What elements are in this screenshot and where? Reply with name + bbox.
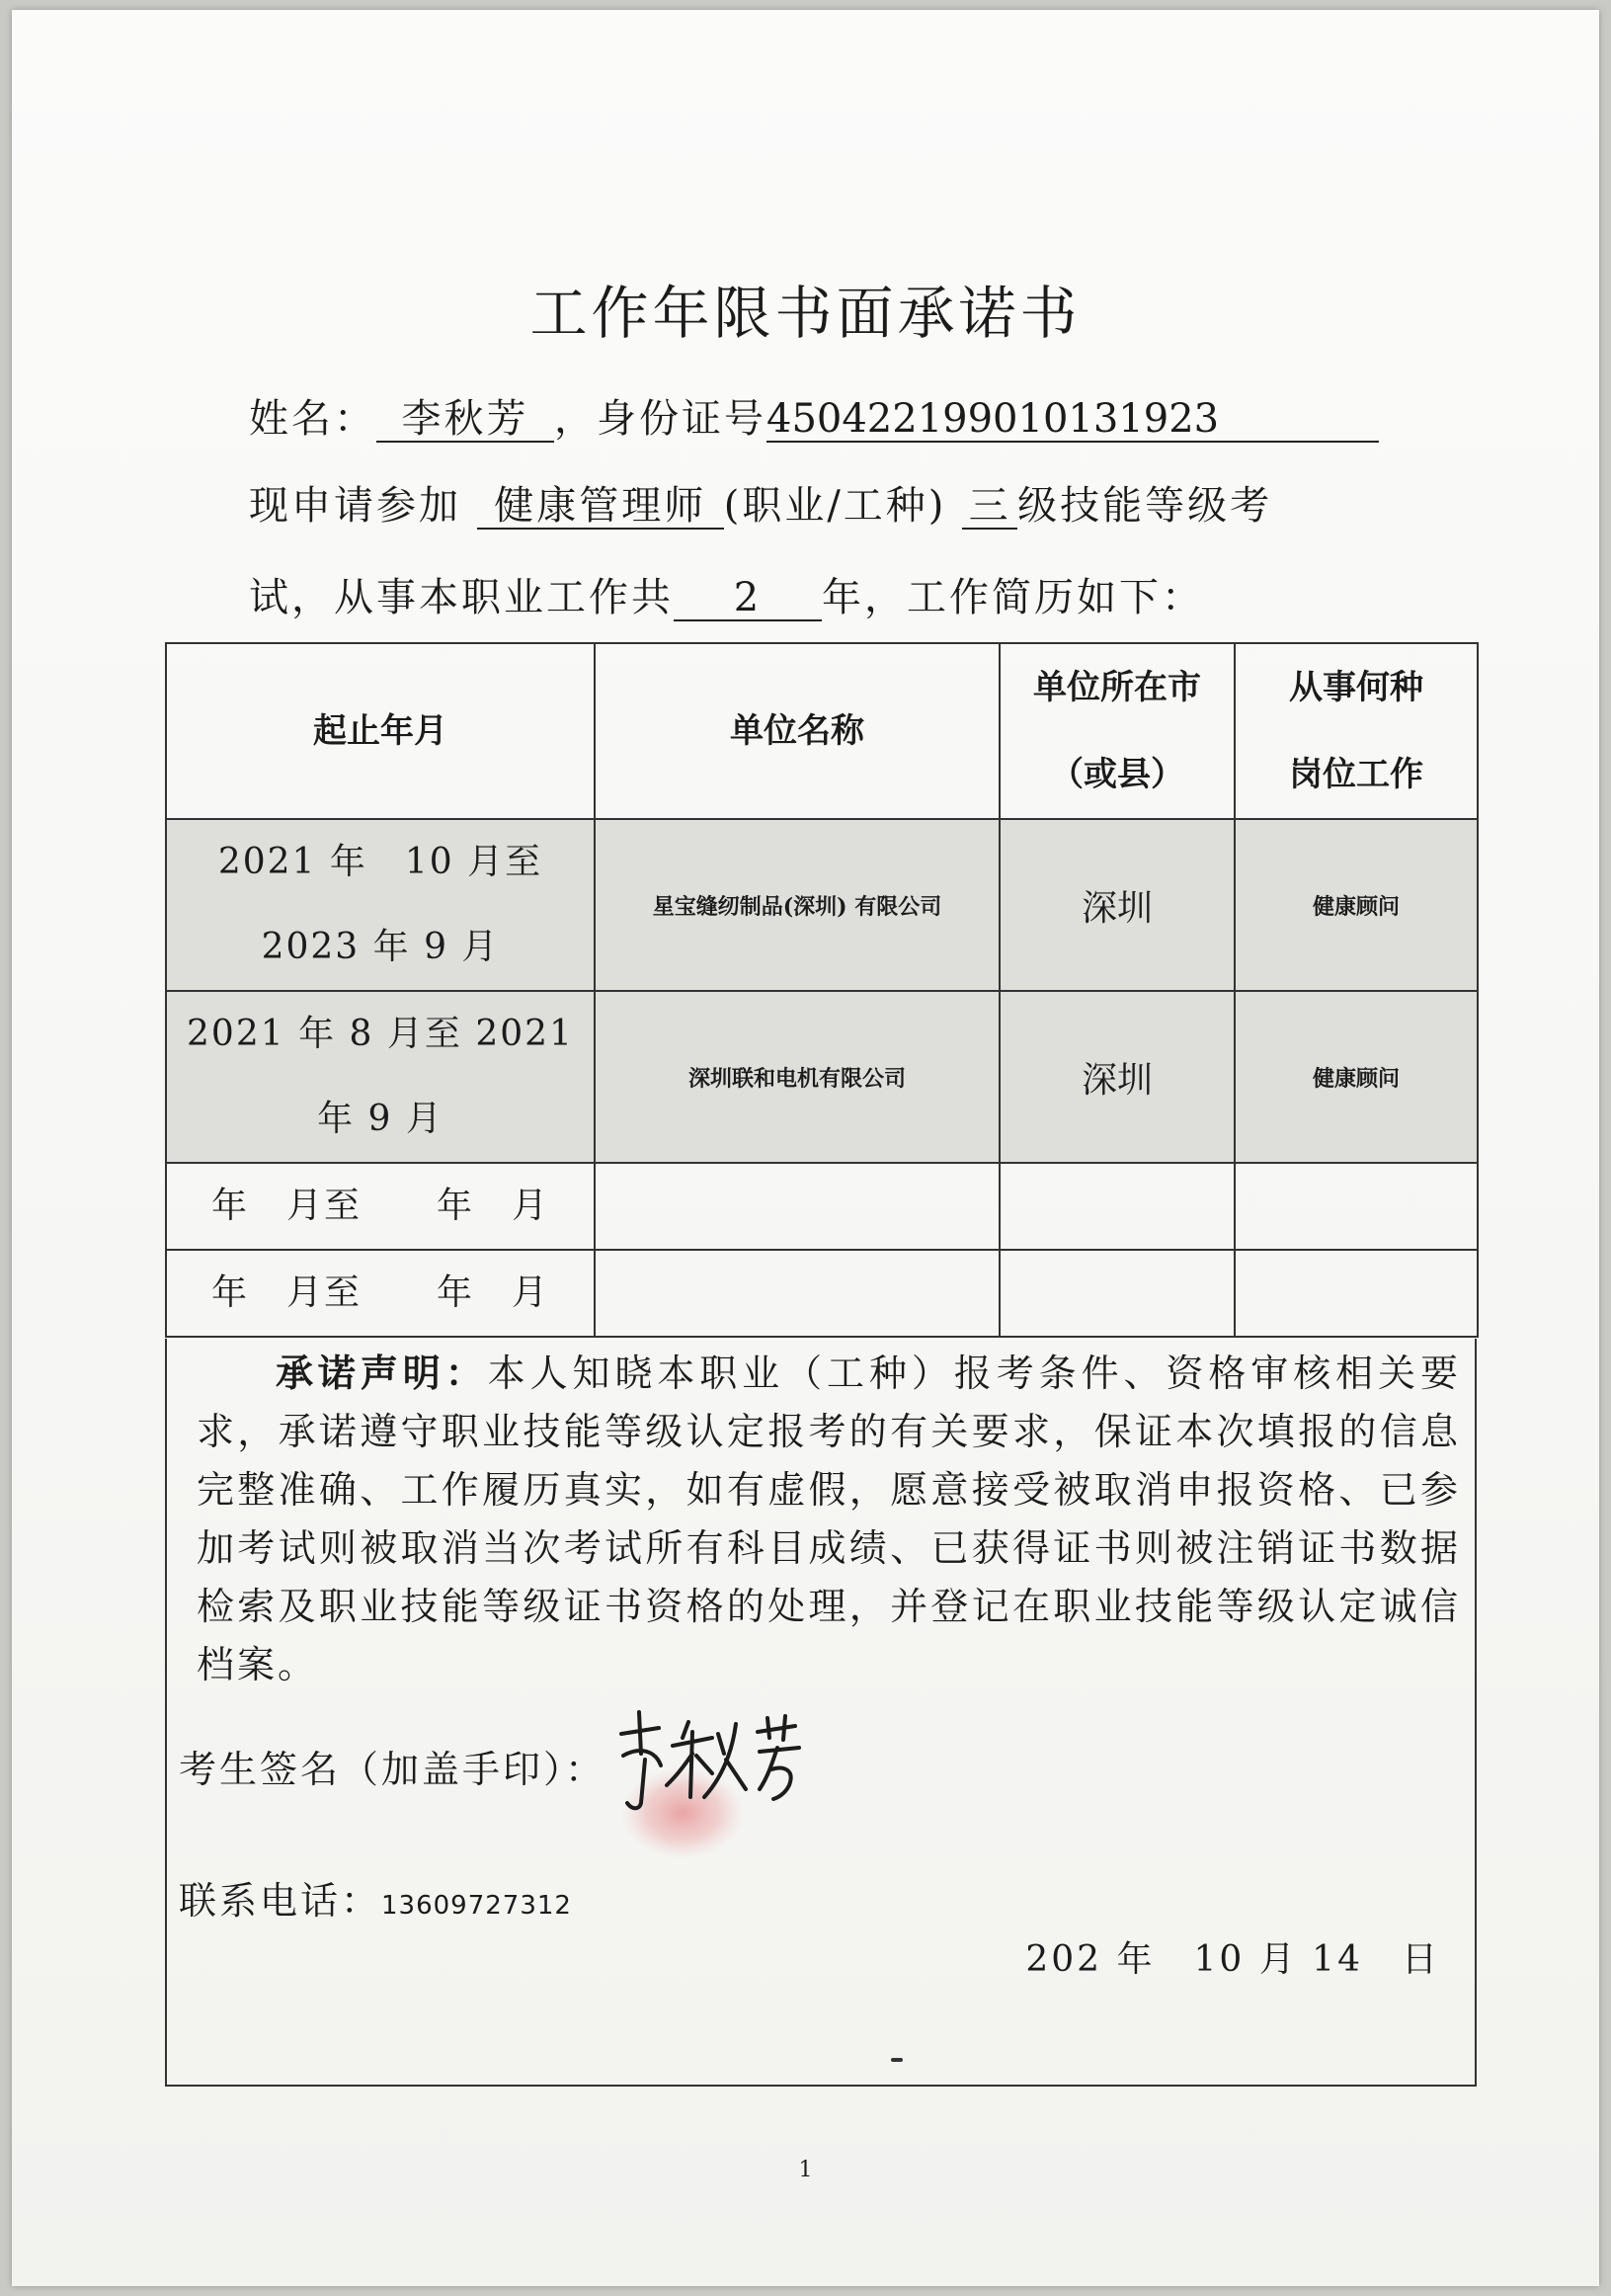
occupation-name: 健康管理师: [477, 484, 724, 530]
post-cell: 健康顾问: [1235, 991, 1478, 1163]
level-suffix: 级技能等级考: [1017, 483, 1273, 529]
table-row: [166, 1163, 1478, 1250]
phone-label: 联系电话：: [179, 1879, 382, 1923]
document-title: 工作年限书面承诺书: [529, 280, 1082, 347]
period-cell: [166, 819, 595, 991]
signature-label: 考生签名（加盖手印）：: [179, 1748, 606, 1791]
city-cell: 深圳: [1000, 819, 1235, 991]
phone-number: 13609727312: [381, 1891, 572, 1921]
promise-statement: [197, 1344, 1461, 1694]
years-suffix: 年，工作简历如下：: [822, 575, 1204, 620]
promise-lead: 承诺声明：: [276, 1351, 488, 1395]
id-label: ，身份证号: [554, 396, 766, 442]
handwritten-signature: [602, 1694, 819, 1862]
city-cell: [1000, 1250, 1235, 1337]
unit-name-cell: 深圳联和电机有限公司: [595, 991, 1000, 1163]
applicant-line: [249, 387, 1379, 444]
unit-name-cell: [595, 1163, 1000, 1250]
work-history-table: [165, 642, 1479, 1338]
document-page: [12, 10, 1599, 2286]
post-cell: [1235, 1163, 1478, 1250]
id-number: 450422199010131923: [766, 397, 1379, 443]
header-post-line1: 从事何种: [1289, 668, 1423, 707]
years-line: [249, 566, 1204, 622]
period-line2: 年 9 月: [317, 1099, 443, 1139]
promise-section: [165, 1339, 1477, 2087]
table-row: [166, 819, 1478, 991]
occupation-suffix: (职业/工种): [723, 483, 947, 529]
years-value: 2: [674, 576, 822, 621]
promise-text: 本人知晓本职业（工种）报考条件、资格审核相关要求，承诺遵守职业技能等级认定报考的有关要求，保证本次填报的信息完整准确、工作履历真实，如有虚假，愿意接受被取消申报资格、已参加考试则被取消当次考试所有科目成绩、已获得证书则被注销证书数据检索及职业技能等级证书资格的处理，并登记在职业技能等级认定诚信档案。: [197, 1352, 1461, 1686]
header-period: 起止年月: [166, 643, 595, 819]
unit-name-cell: 星宝缝纫制品(深圳) 有限公司: [595, 819, 1000, 991]
applicant-name: 李秋芳: [376, 397, 554, 443]
period-cell: [166, 991, 595, 1163]
apply-prefix: 现申请参加: [249, 483, 461, 529]
skill-level: 三: [962, 484, 1017, 530]
contact-line: [179, 1870, 572, 1925]
period-line2: 2023 年 9 月: [261, 927, 500, 967]
years-prefix: 试，从事本职业工作共: [249, 575, 674, 620]
header-city-line1: 单位所在市: [1033, 668, 1201, 707]
header-city-line2: （或县）: [1050, 755, 1184, 794]
header-post-line2: 岗位工作: [1289, 755, 1423, 794]
ink-dot: [891, 2058, 903, 2062]
header-unit: 单位名称: [595, 643, 1000, 819]
fingerprint-mark: [621, 1767, 744, 1858]
header-city: [1000, 643, 1235, 819]
page-number: 1: [798, 2158, 813, 2182]
period-line1: 2021 年 10 月至: [217, 842, 543, 882]
post-cell: [1235, 1250, 1478, 1337]
period-cell: 年 月至 年 月: [166, 1250, 595, 1337]
table-row: [166, 991, 1478, 1163]
table-row: [166, 1250, 1478, 1337]
period-line1: 2021 年 8 月至 2021: [187, 1014, 574, 1054]
application-line: [249, 474, 1272, 531]
city-cell: [1000, 1163, 1235, 1250]
name-label: 姓名：: [249, 396, 376, 442]
table-header-row: [166, 643, 1478, 819]
header-post: [1235, 643, 1478, 819]
city-cell: 深圳: [1000, 991, 1235, 1163]
unit-name-cell: [595, 1250, 1000, 1337]
sign-date: 202 年 10 月 14 日: [1025, 1939, 1440, 1980]
post-cell: 健康顾问: [1235, 819, 1478, 991]
period-cell: 年 月至 年 月: [166, 1163, 595, 1250]
